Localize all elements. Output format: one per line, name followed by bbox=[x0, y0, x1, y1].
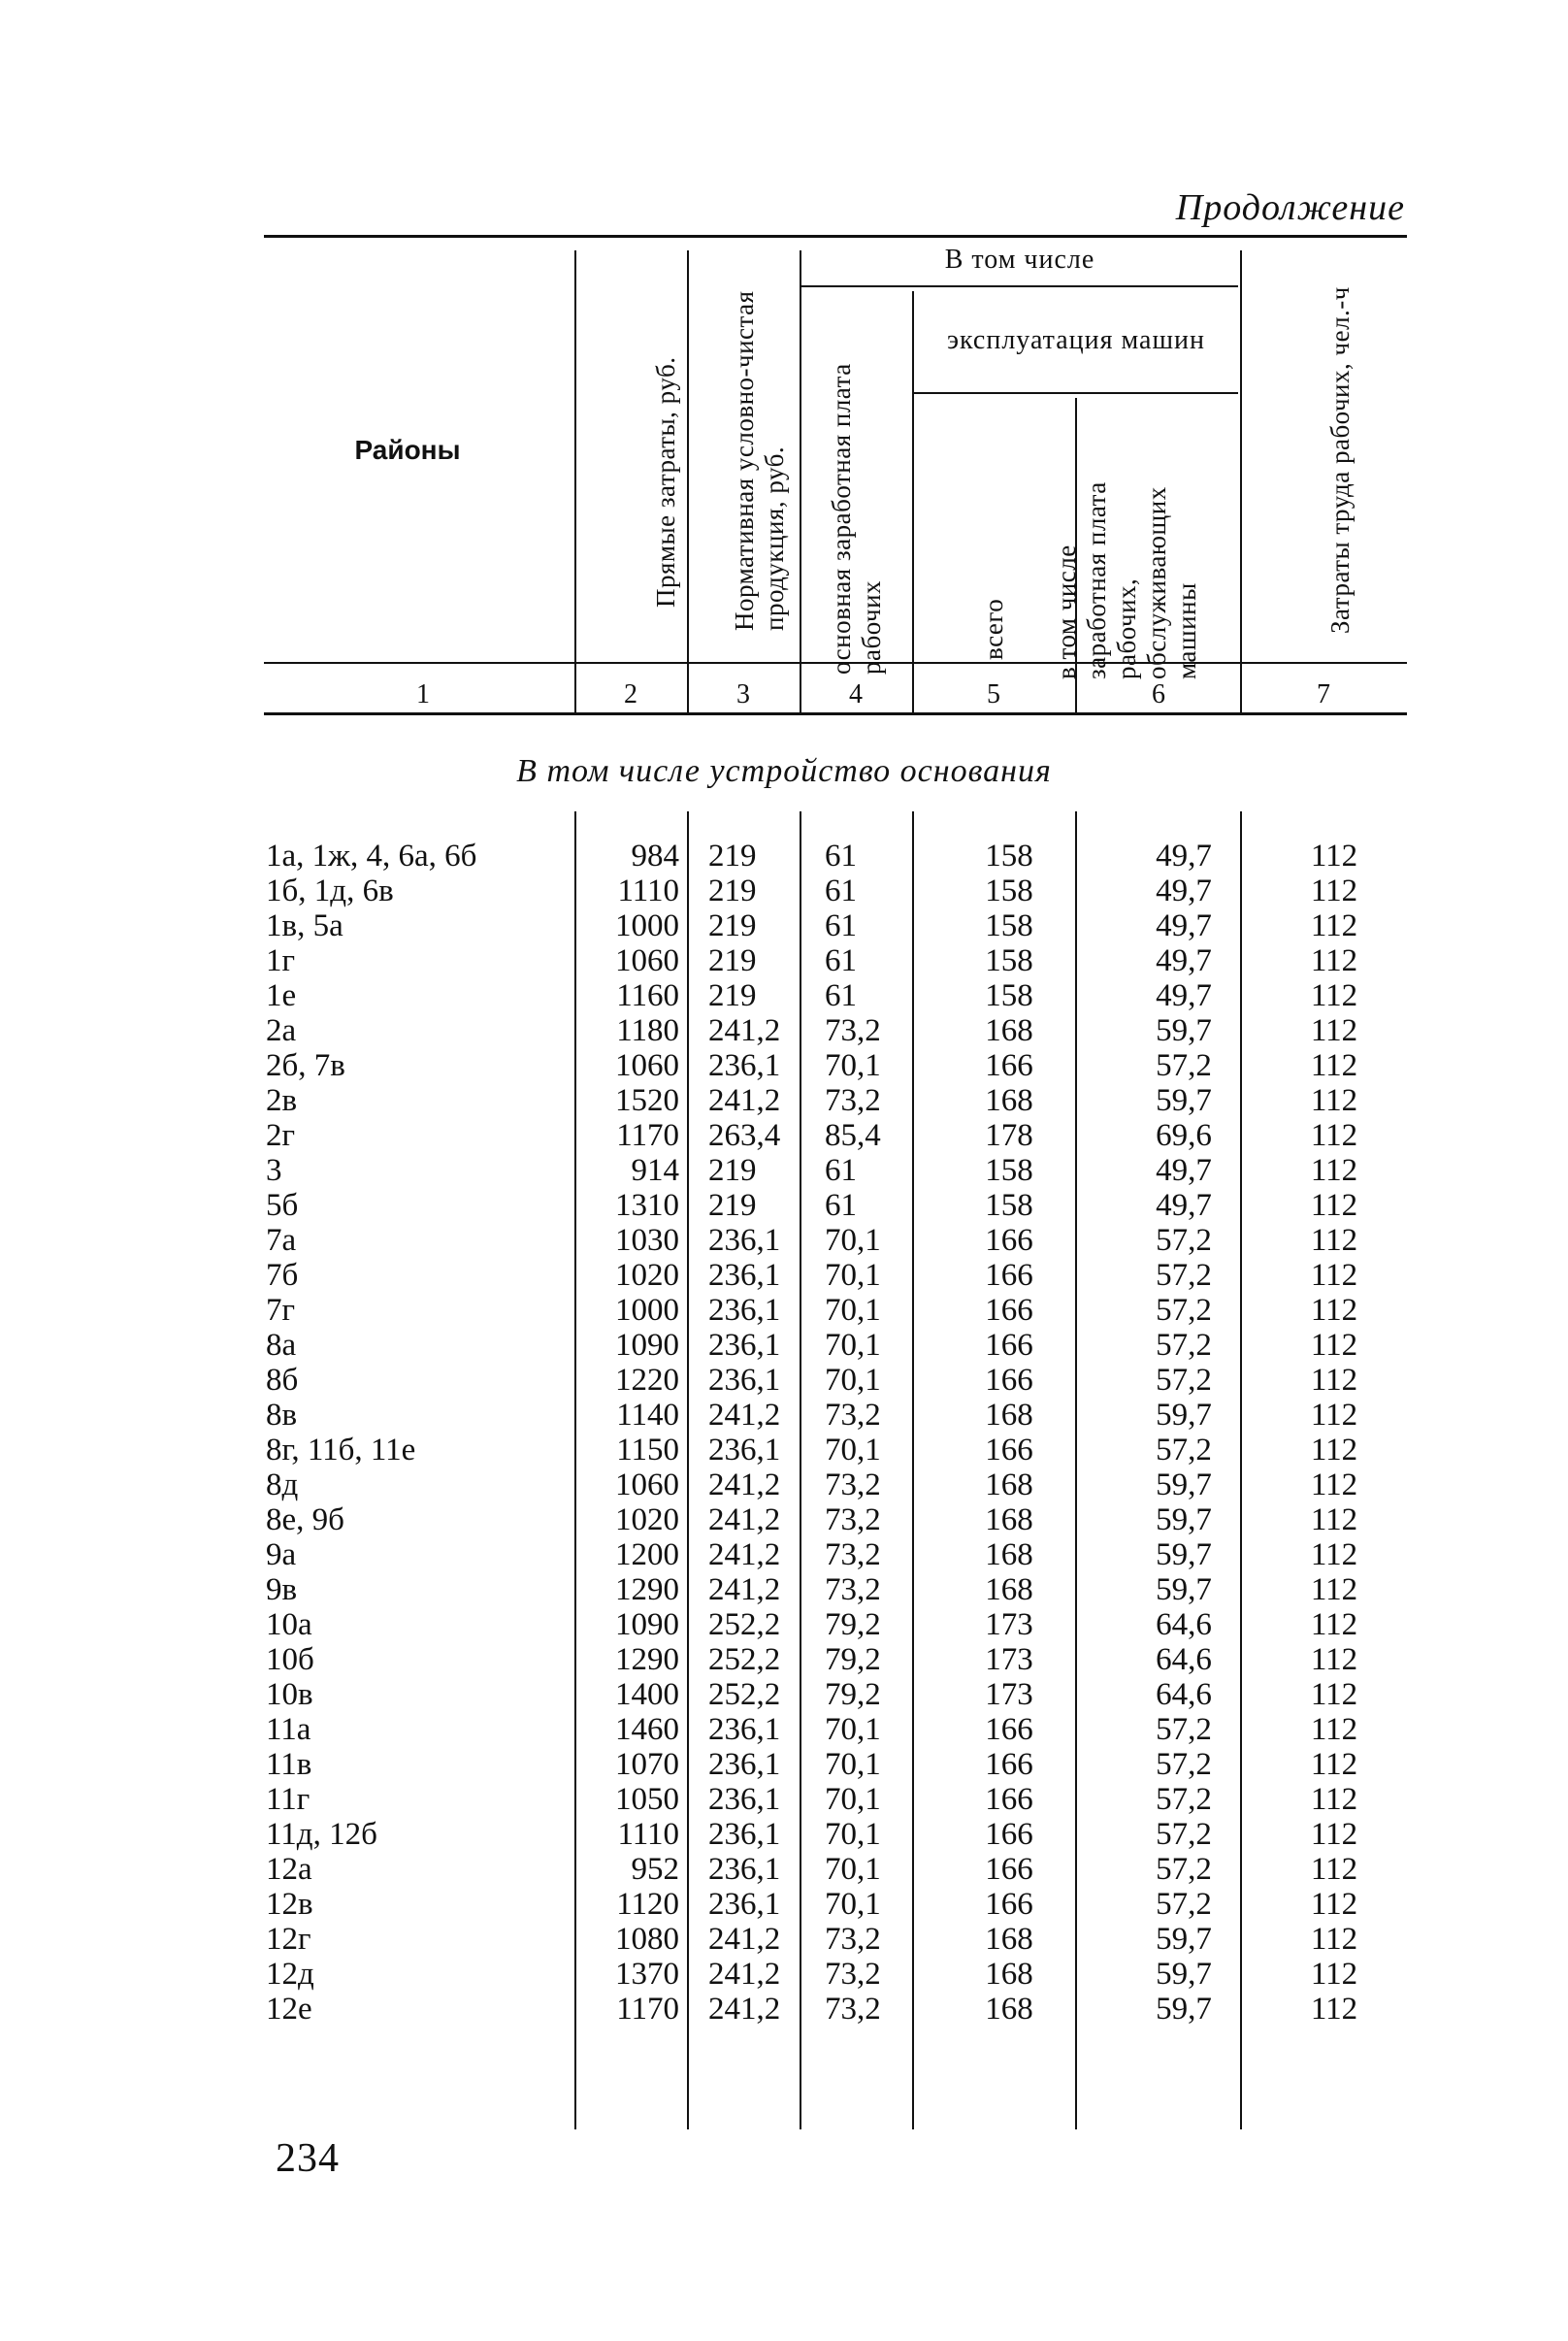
direct-costs-cell: 1460 bbox=[615, 1712, 679, 1747]
direct-costs-cell: 1080 bbox=[615, 1922, 679, 1957]
machine-wage-cell: 64,6 bbox=[1156, 1642, 1212, 1677]
normative-product-cell: 236,1 bbox=[708, 1817, 781, 1852]
machines-total-cell: 168 bbox=[985, 1083, 1033, 1118]
labor-costs-cell: 112 bbox=[1310, 1467, 1358, 1502]
base-wage-cell: 70,1 bbox=[825, 1048, 881, 1083]
machines-total-cell: 158 bbox=[985, 943, 1033, 978]
direct-costs-cell: 1060 bbox=[615, 1048, 679, 1083]
table-row bbox=[0, 1467, 1568, 1502]
normative-product-cell: 252,2 bbox=[708, 1642, 781, 1677]
labor-costs-cell: 112 bbox=[1310, 1013, 1358, 1048]
machines-total-cell: 168 bbox=[985, 1467, 1033, 1502]
district-cell: 1а, 1ж, 4, 6а, 6б bbox=[266, 839, 477, 874]
table-row bbox=[0, 908, 1568, 943]
machine-wage-cell: 57,2 bbox=[1156, 1223, 1212, 1258]
machines-total-cell: 168 bbox=[985, 1502, 1033, 1537]
normative-product-cell: 252,2 bbox=[708, 1607, 781, 1642]
base-wage-cell: 70,1 bbox=[825, 1887, 881, 1922]
normative-product-cell: 219 bbox=[708, 839, 757, 874]
base-wage-cell: 73,2 bbox=[825, 1992, 881, 2027]
labor-costs-cell: 112 bbox=[1310, 1153, 1358, 1188]
direct-costs-cell: 1000 bbox=[615, 1293, 679, 1328]
normative-product-cell: 241,2 bbox=[708, 1537, 781, 1572]
base-wage-cell: 70,1 bbox=[825, 1817, 881, 1852]
base-wage-cell: 73,2 bbox=[825, 1957, 881, 1992]
machines-total-cell: 166 bbox=[985, 1258, 1033, 1293]
machine-wage-cell: 59,7 bbox=[1156, 1083, 1212, 1118]
table-top-rule bbox=[264, 235, 1407, 238]
header-labor-costs: Затраты труда рабочих, чел.-ч bbox=[1324, 286, 1355, 634]
direct-costs-cell: 1120 bbox=[616, 1887, 679, 1922]
direct-costs-cell: 1070 bbox=[615, 1747, 679, 1782]
header-normative-product: Нормативная условно-чистая продукция, руб. bbox=[730, 290, 789, 631]
table-row bbox=[0, 1537, 1568, 1572]
header-group-machines: эксплуатация машин bbox=[947, 325, 1205, 355]
header-base-wage: основная заработная плата рабочих bbox=[827, 363, 886, 675]
normative-product-cell: 236,1 bbox=[708, 1887, 781, 1922]
table-row bbox=[0, 943, 1568, 978]
district-cell: 1г bbox=[266, 943, 296, 978]
normative-product-cell: 236,1 bbox=[708, 1223, 781, 1258]
machine-wage-cell: 57,2 bbox=[1156, 1817, 1212, 1852]
direct-costs-cell: 1150 bbox=[616, 1433, 679, 1467]
machine-wage-cell: 59,7 bbox=[1156, 1398, 1212, 1433]
labor-costs-cell: 112 bbox=[1310, 1048, 1358, 1083]
column-number: 6 bbox=[1152, 679, 1165, 709]
table-row bbox=[0, 1153, 1568, 1188]
direct-costs-cell: 1110 bbox=[617, 874, 679, 908]
direct-costs-cell: 1370 bbox=[615, 1957, 679, 1992]
base-wage-cell: 70,1 bbox=[825, 1258, 881, 1293]
machines-total-cell: 168 bbox=[985, 1922, 1033, 1957]
machine-wage-cell: 57,2 bbox=[1156, 1363, 1212, 1398]
table-row bbox=[0, 1572, 1568, 1607]
machine-wage-cell: 57,2 bbox=[1156, 1328, 1212, 1363]
table-row bbox=[0, 1363, 1568, 1398]
table-row bbox=[0, 1607, 1568, 1642]
district-cell: 8е, 9б bbox=[266, 1502, 344, 1537]
machines-total-cell: 168 bbox=[985, 1572, 1033, 1607]
machine-wage-cell: 49,7 bbox=[1156, 908, 1212, 943]
labor-costs-cell: 112 bbox=[1310, 1083, 1358, 1118]
direct-costs-cell: 1090 bbox=[615, 1328, 679, 1363]
district-cell: 2б, 7в bbox=[266, 1048, 345, 1083]
machines-total-cell: 168 bbox=[985, 1957, 1033, 1992]
header-group-including: В том числе bbox=[944, 245, 1095, 275]
labor-costs-cell: 112 bbox=[1310, 943, 1358, 978]
machine-wage-cell: 57,2 bbox=[1156, 1887, 1212, 1922]
machine-wage-cell: 57,2 bbox=[1156, 1293, 1212, 1328]
normative-product-cell: 236,1 bbox=[708, 1293, 781, 1328]
column-number: 4 bbox=[849, 679, 863, 709]
header-divider-3 bbox=[800, 250, 801, 712]
district-cell: 12е bbox=[266, 1992, 312, 2027]
normative-product-cell: 219 bbox=[708, 908, 757, 943]
machines-total-cell: 158 bbox=[985, 1153, 1033, 1188]
table-row bbox=[0, 1118, 1568, 1153]
machine-wage-cell: 59,7 bbox=[1156, 1992, 1212, 2027]
table-row bbox=[0, 1712, 1568, 1747]
district-cell: 12в bbox=[266, 1887, 313, 1922]
machine-wage-cell: 49,7 bbox=[1156, 874, 1212, 908]
district-cell: 12а bbox=[266, 1852, 312, 1887]
base-wage-cell: 73,2 bbox=[825, 1572, 881, 1607]
labor-costs-cell: 112 bbox=[1310, 1852, 1358, 1887]
column-number: 2 bbox=[624, 679, 637, 709]
district-cell: 12г bbox=[266, 1922, 311, 1957]
normative-product-cell: 219 bbox=[708, 1188, 757, 1223]
base-wage-cell: 70,1 bbox=[825, 1433, 881, 1467]
page-number: 234 bbox=[276, 2136, 340, 2181]
machines-total-cell: 168 bbox=[985, 1992, 1033, 2027]
machine-wage-cell: 59,7 bbox=[1156, 1013, 1212, 1048]
base-wage-cell: 73,2 bbox=[825, 1013, 881, 1048]
normative-product-cell: 219 bbox=[708, 1153, 757, 1188]
normative-product-cell: 241,2 bbox=[708, 1083, 781, 1118]
base-wage-cell: 73,2 bbox=[825, 1922, 881, 1957]
direct-costs-cell: 1050 bbox=[615, 1782, 679, 1817]
machines-total-cell: 178 bbox=[985, 1118, 1033, 1153]
labor-costs-cell: 112 bbox=[1310, 1817, 1358, 1852]
table-row bbox=[0, 1677, 1568, 1712]
machine-wage-cell: 49,7 bbox=[1156, 1188, 1212, 1223]
normative-product-cell: 263,4 bbox=[708, 1118, 781, 1153]
base-wage-cell: 70,1 bbox=[825, 1852, 881, 1887]
machine-wage-cell: 64,6 bbox=[1156, 1607, 1212, 1642]
district-cell: 11в bbox=[266, 1747, 312, 1782]
machines-total-cell: 166 bbox=[985, 1817, 1033, 1852]
table-row bbox=[0, 1398, 1568, 1433]
machine-wage-cell: 57,2 bbox=[1156, 1048, 1212, 1083]
base-wage-cell: 61 bbox=[825, 1188, 857, 1223]
machine-wage-cell: 49,7 bbox=[1156, 839, 1212, 874]
normative-product-cell: 236,1 bbox=[708, 1328, 781, 1363]
district-cell: 10в bbox=[266, 1677, 313, 1712]
district-cell: 8д bbox=[266, 1467, 299, 1502]
base-wage-cell: 73,2 bbox=[825, 1537, 881, 1572]
base-wage-cell: 61 bbox=[825, 1153, 857, 1188]
table-row bbox=[0, 874, 1568, 908]
machine-wage-cell: 49,7 bbox=[1156, 943, 1212, 978]
normative-product-cell: 241,2 bbox=[708, 1502, 781, 1537]
machine-wage-cell: 57,2 bbox=[1156, 1782, 1212, 1817]
direct-costs-cell: 1060 bbox=[615, 1467, 679, 1502]
labor-costs-cell: 112 bbox=[1310, 1328, 1358, 1363]
normative-product-cell: 236,1 bbox=[708, 1258, 781, 1293]
labor-costs-cell: 112 bbox=[1310, 1922, 1358, 1957]
labor-costs-cell: 112 bbox=[1310, 1537, 1358, 1572]
normative-product-cell: 241,2 bbox=[708, 1992, 781, 2027]
labor-costs-cell: 112 bbox=[1310, 1642, 1358, 1677]
labor-costs-cell: 112 bbox=[1310, 1433, 1358, 1467]
direct-costs-cell: 1170 bbox=[616, 1118, 679, 1153]
district-cell: 8в bbox=[266, 1398, 298, 1433]
base-wage-cell: 79,2 bbox=[825, 1642, 881, 1677]
header-divider-1 bbox=[574, 250, 576, 712]
normative-product-cell: 236,1 bbox=[708, 1048, 781, 1083]
column-number: 5 bbox=[987, 679, 1000, 709]
table-row bbox=[0, 1642, 1568, 1677]
labor-costs-cell: 112 bbox=[1310, 1398, 1358, 1433]
table-body bbox=[0, 839, 1568, 2027]
machine-wage-cell: 57,2 bbox=[1156, 1433, 1212, 1467]
table-row bbox=[0, 1223, 1568, 1258]
labor-costs-cell: 112 bbox=[1310, 1677, 1358, 1712]
machine-wage-cell: 57,2 bbox=[1156, 1852, 1212, 1887]
normative-product-cell: 236,1 bbox=[708, 1363, 781, 1398]
machines-total-cell: 158 bbox=[985, 1188, 1033, 1223]
table-row bbox=[0, 1188, 1568, 1223]
district-cell: 2в bbox=[266, 1083, 298, 1118]
table-row bbox=[0, 978, 1568, 1013]
district-cell: 8г, 11б, 11е bbox=[266, 1433, 416, 1467]
district-cell: 9в bbox=[266, 1572, 298, 1607]
labor-costs-cell: 112 bbox=[1310, 1957, 1358, 1992]
base-wage-cell: 70,1 bbox=[825, 1712, 881, 1747]
normative-product-cell: 241,2 bbox=[708, 1922, 781, 1957]
district-cell: 11д, 12б bbox=[266, 1817, 377, 1852]
machines-total-cell: 166 bbox=[985, 1747, 1033, 1782]
table-row bbox=[0, 1258, 1568, 1293]
header-districts: Районы bbox=[354, 435, 461, 465]
machine-wage-cell: 57,2 bbox=[1156, 1712, 1212, 1747]
machine-wage-cell: 64,6 bbox=[1156, 1677, 1212, 1712]
table-row bbox=[0, 1817, 1568, 1852]
base-wage-cell: 79,2 bbox=[825, 1677, 881, 1712]
base-wage-cell: 61 bbox=[825, 943, 857, 978]
machine-wage-cell: 49,7 bbox=[1156, 978, 1212, 1013]
machines-total-cell: 168 bbox=[985, 1537, 1033, 1572]
labor-costs-cell: 112 bbox=[1310, 1118, 1358, 1153]
normative-product-cell: 219 bbox=[708, 874, 757, 908]
machines-total-cell: 158 bbox=[985, 839, 1033, 874]
machine-wage-cell: 57,2 bbox=[1156, 1258, 1212, 1293]
column-number: 3 bbox=[736, 679, 750, 709]
base-wage-cell: 73,2 bbox=[825, 1083, 881, 1118]
machine-wage-cell: 59,7 bbox=[1156, 1922, 1212, 1957]
machines-total-cell: 158 bbox=[985, 978, 1033, 1013]
normative-product-cell: 236,1 bbox=[708, 1712, 781, 1747]
table-row bbox=[0, 1957, 1568, 1992]
section-title: В том числе устройство основания bbox=[516, 753, 1052, 789]
machine-wage-cell: 59,7 bbox=[1156, 1572, 1212, 1607]
table-row bbox=[0, 1328, 1568, 1363]
labor-costs-cell: 112 bbox=[1310, 1572, 1358, 1607]
table-row bbox=[0, 1782, 1568, 1817]
normative-product-cell: 236,1 bbox=[708, 1433, 781, 1467]
table-row bbox=[0, 1747, 1568, 1782]
machines-total-cell: 166 bbox=[985, 1293, 1033, 1328]
labor-costs-cell: 112 bbox=[1310, 1607, 1358, 1642]
base-wage-cell: 70,1 bbox=[825, 1328, 881, 1363]
machines-total-cell: 166 bbox=[985, 1782, 1033, 1817]
direct-costs-cell: 984 bbox=[631, 839, 679, 874]
direct-costs-cell: 1030 bbox=[615, 1223, 679, 1258]
header-direct-costs: Прямые затраты, руб. bbox=[650, 356, 680, 608]
machine-wage-cell: 49,7 bbox=[1156, 1153, 1212, 1188]
direct-costs-cell: 1110 bbox=[617, 1817, 679, 1852]
base-wage-cell: 70,1 bbox=[825, 1363, 881, 1398]
direct-costs-cell: 1520 bbox=[615, 1083, 679, 1118]
normative-product-cell: 236,1 bbox=[708, 1852, 781, 1887]
direct-costs-cell: 1060 bbox=[615, 943, 679, 978]
labor-costs-cell: 112 bbox=[1310, 1712, 1358, 1747]
normative-product-cell: 241,2 bbox=[708, 1957, 781, 1992]
direct-costs-cell: 1220 bbox=[615, 1363, 679, 1398]
machines-total-cell: 158 bbox=[985, 908, 1033, 943]
district-cell: 12д bbox=[266, 1957, 314, 1992]
normative-product-cell: 241,2 bbox=[708, 1398, 781, 1433]
table-row bbox=[0, 1048, 1568, 1083]
table-row bbox=[0, 1433, 1568, 1467]
direct-costs-cell: 1200 bbox=[615, 1537, 679, 1572]
labor-costs-cell: 112 bbox=[1310, 1223, 1358, 1258]
machines-total-cell: 166 bbox=[985, 1363, 1033, 1398]
normative-product-cell: 219 bbox=[708, 978, 757, 1013]
header-divider-6 bbox=[1240, 250, 1242, 712]
machines-total-cell: 168 bbox=[985, 1013, 1033, 1048]
direct-costs-cell: 952 bbox=[631, 1852, 679, 1887]
district-cell: 7а bbox=[266, 1223, 297, 1258]
machines-total-cell: 173 bbox=[985, 1642, 1033, 1677]
table-row bbox=[0, 1992, 1568, 2027]
base-wage-cell: 61 bbox=[825, 874, 857, 908]
normative-product-cell: 241,2 bbox=[708, 1013, 781, 1048]
district-cell: 8б bbox=[266, 1363, 299, 1398]
district-cell: 10а bbox=[266, 1607, 312, 1642]
direct-costs-cell: 914 bbox=[631, 1153, 679, 1188]
district-cell: 7г bbox=[266, 1293, 296, 1328]
district-cell: 3 bbox=[266, 1153, 282, 1188]
labor-costs-cell: 112 bbox=[1310, 908, 1358, 943]
machine-wage-cell: 59,7 bbox=[1156, 1502, 1212, 1537]
base-wage-cell: 61 bbox=[825, 839, 857, 874]
labor-costs-cell: 112 bbox=[1310, 1502, 1358, 1537]
direct-costs-cell: 1020 bbox=[615, 1502, 679, 1537]
table-row bbox=[0, 1013, 1568, 1048]
direct-costs-cell: 1140 bbox=[616, 1398, 679, 1433]
district-cell: 11а bbox=[266, 1712, 311, 1747]
machines-total-cell: 158 bbox=[985, 874, 1033, 908]
labor-costs-cell: 112 bbox=[1310, 1782, 1358, 1817]
normative-product-cell: 241,2 bbox=[708, 1467, 781, 1502]
base-wage-cell: 73,2 bbox=[825, 1398, 881, 1433]
table-row bbox=[0, 1502, 1568, 1537]
labor-costs-cell: 112 bbox=[1310, 1887, 1358, 1922]
labor-costs-cell: 112 bbox=[1310, 874, 1358, 908]
base-wage-cell: 70,1 bbox=[825, 1782, 881, 1817]
base-wage-cell: 70,1 bbox=[825, 1293, 881, 1328]
direct-costs-cell: 1290 bbox=[615, 1642, 679, 1677]
machine-wage-cell: 57,2 bbox=[1156, 1747, 1212, 1782]
labor-costs-cell: 112 bbox=[1310, 1992, 1358, 2027]
machines-total-cell: 173 bbox=[985, 1677, 1033, 1712]
base-wage-cell: 61 bbox=[825, 978, 857, 1013]
district-cell: 1в, 5а bbox=[266, 908, 343, 943]
machines-total-cell: 166 bbox=[985, 1048, 1033, 1083]
labor-costs-cell: 112 bbox=[1310, 1258, 1358, 1293]
base-wage-cell: 61 bbox=[825, 908, 857, 943]
district-cell: 9а bbox=[266, 1537, 297, 1572]
district-cell: 8а bbox=[266, 1328, 297, 1363]
labor-costs-cell: 112 bbox=[1310, 978, 1358, 1013]
machines-total-cell: 166 bbox=[985, 1328, 1033, 1363]
district-cell: 1е bbox=[266, 978, 297, 1013]
normative-product-cell: 236,1 bbox=[708, 1747, 781, 1782]
direct-costs-cell: 1310 bbox=[615, 1188, 679, 1223]
base-wage-cell: 73,2 bbox=[825, 1502, 881, 1537]
district-cell: 10б bbox=[266, 1642, 314, 1677]
base-wage-cell: 79,2 bbox=[825, 1607, 881, 1642]
machines-total-cell: 166 bbox=[985, 1223, 1033, 1258]
labor-costs-cell: 112 bbox=[1310, 1293, 1358, 1328]
normative-product-cell: 241,2 bbox=[708, 1572, 781, 1607]
machine-wage-cell: 59,7 bbox=[1156, 1467, 1212, 1502]
normative-product-cell: 252,2 bbox=[708, 1677, 781, 1712]
machine-wage-cell: 59,7 bbox=[1156, 1957, 1212, 1992]
base-wage-cell: 70,1 bbox=[825, 1223, 881, 1258]
table-row bbox=[0, 1887, 1568, 1922]
table-row bbox=[0, 839, 1568, 874]
machines-total-cell: 168 bbox=[985, 1398, 1033, 1433]
direct-costs-cell: 1090 bbox=[615, 1607, 679, 1642]
header-machine-operator-wage: в том числе заработная плата рабочих, обслуживающих машины bbox=[1051, 481, 1201, 679]
column-number: 1 bbox=[416, 679, 430, 709]
machines-total-cell: 173 bbox=[985, 1607, 1033, 1642]
district-cell: 1б, 1д, 6в bbox=[266, 874, 394, 908]
table-row bbox=[0, 1293, 1568, 1328]
district-cell: 7б bbox=[266, 1258, 299, 1293]
direct-costs-cell: 1020 bbox=[615, 1258, 679, 1293]
labor-costs-cell: 112 bbox=[1310, 1363, 1358, 1398]
district-cell: 2а bbox=[266, 1013, 297, 1048]
base-wage-cell: 70,1 bbox=[825, 1747, 881, 1782]
continuation-label: Продолжение bbox=[1175, 187, 1405, 228]
direct-costs-cell: 1180 bbox=[616, 1013, 679, 1048]
normative-product-cell: 219 bbox=[708, 943, 757, 978]
base-wage-cell: 73,2 bbox=[825, 1467, 881, 1502]
group-machines-rule bbox=[914, 392, 1238, 394]
labor-costs-cell: 112 bbox=[1310, 1747, 1358, 1782]
direct-costs-cell: 1170 bbox=[616, 1992, 679, 2027]
column-numbers-bottom-rule bbox=[264, 712, 1407, 715]
direct-costs-cell: 1160 bbox=[616, 978, 679, 1013]
district-cell: 11г bbox=[266, 1782, 310, 1817]
table-row bbox=[0, 1083, 1568, 1118]
normative-product-cell: 236,1 bbox=[708, 1782, 781, 1817]
labor-costs-cell: 112 bbox=[1310, 839, 1358, 874]
direct-costs-cell: 1400 bbox=[615, 1677, 679, 1712]
district-cell: 5б bbox=[266, 1188, 299, 1223]
district-cell: 2г bbox=[266, 1118, 296, 1153]
direct-costs-cell: 1000 bbox=[615, 908, 679, 943]
column-number: 7 bbox=[1317, 679, 1330, 709]
header-machines-total: всего bbox=[978, 598, 1008, 660]
table-row bbox=[0, 1922, 1568, 1957]
machine-wage-cell: 69,6 bbox=[1156, 1118, 1212, 1153]
machines-total-cell: 166 bbox=[985, 1887, 1033, 1922]
machines-total-cell: 166 bbox=[985, 1852, 1033, 1887]
machines-total-cell: 166 bbox=[985, 1712, 1033, 1747]
table-row bbox=[0, 1852, 1568, 1887]
base-wage-cell: 85,4 bbox=[825, 1118, 881, 1153]
machine-wage-cell: 59,7 bbox=[1156, 1537, 1212, 1572]
machines-total-cell: 166 bbox=[985, 1433, 1033, 1467]
direct-costs-cell: 1290 bbox=[615, 1572, 679, 1607]
labor-costs-cell: 112 bbox=[1310, 1188, 1358, 1223]
